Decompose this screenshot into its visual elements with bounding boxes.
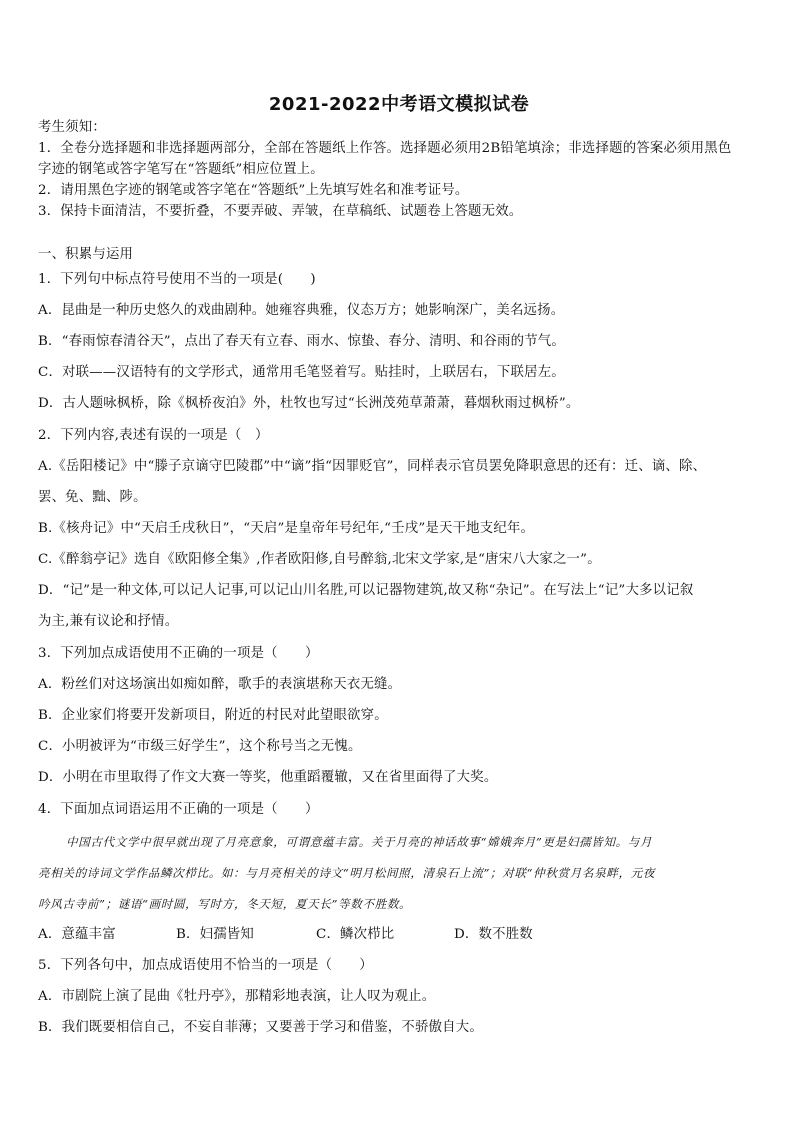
question-4-option-a: A．意蕴丰富 — [38, 927, 116, 942]
question-1-stem: 1．下列句中标点符号使用不当的一项是( ) — [38, 272, 316, 287]
question-2-option-b: B.《核舟记》中“天启壬戌秋日”，“天启”是皇帝年号纪年,“壬戌”是天干地支纪年。 — [38, 521, 535, 536]
notice-heading: 考生须知： — [38, 120, 106, 135]
question-4-stem: 4．下面加点词语运用不正确的一项是（ ） — [38, 802, 319, 817]
question-2-option-a-line1: A.《岳阳楼记》中“滕子京谪守巴陵郡”中“谪”指“因罪贬官”，同样表示官员罢免降职意思的还有：迁、谪、除、 — [38, 459, 707, 474]
notice-item-1b: 字迹的钢笔或答字笔写在“答题纸”相应位置上。 — [38, 162, 324, 177]
question-1-option-c: C．对联——汉语特有的文学形式，通常用毛笔竖着写。贴挂时，上联居右，下联居左。 — [38, 365, 565, 380]
notice-item-2: 2．请用黑色字迹的钢笔或答字笔在“答题纸”上先填写姓名和准考证号。 — [38, 183, 469, 198]
question-4-option-c: C．鳞次栉比 — [316, 927, 395, 942]
question-4-option-d: D．数不胜数 — [454, 927, 533, 942]
question-2-stem: 2．下列内容,表述有误的一项是（ ） — [38, 428, 269, 443]
question-3-option-c: C．小明被评为“市级三好学生”，这个称号当之无愧。 — [38, 739, 362, 754]
question-2-option-d-line2: 为主,兼有议论和抒情。 — [38, 614, 179, 629]
notice-item-3: 3．保持卡面清洁，不要折叠，不要弄破、弄皱，在草稿纸、试题卷上答题无效。 — [38, 204, 523, 219]
question-3-option-d: D．小明在市里取得了作文大赛一等奖，他重蹈覆辙，又在省里面得了大奖。 — [38, 770, 498, 785]
notice-item-1a: 1．全卷分选择题和非选择题两部分，全部在答题纸上作答。选择题必须用2B铅笔填涂；非选择题的答案必须用黑色 — [38, 141, 732, 156]
question-4-passage-line2: 亮相关的诗词文学作品鳞次栉比。如：与月亮相关的诗文“明月松间照，清泉石上流”；对联“仲秋赏月名泉畔，元夜 — [38, 866, 656, 880]
question-5-option-a: A．市剧院上演了昆曲《牡丹亭》，那精彩地表演，让人叹为观止。 — [38, 989, 436, 1004]
question-3-option-b: B．企业家们将要开发新项目，附近的村民对此望眼欲穿。 — [38, 708, 388, 723]
exam-title: 2021-2022中考语文模拟试卷 — [268, 94, 530, 115]
question-2-option-a-line2: 罢、免、黜、陟。 — [38, 490, 147, 505]
question-3-stem: 3．下列加点成语使用不正确的一项是（ ） — [38, 646, 319, 661]
question-4-options — [38, 926, 533, 944]
question-1-option-a: A．昆曲是一种历史悠久的戏曲剧种。她雍容典雅，仪态万方；她影响深广，美名远扬。 — [38, 303, 565, 318]
question-2-option-c: C.《醉翁亭记》选自《欧阳修全集》,作者欧阳修,自号醉翁,北宋文学家,是“唐宋八大家之一”。 — [38, 552, 601, 567]
question-5-stem: 5．下列各句中，加点成语使用不恰当的一项是（ ） — [38, 958, 373, 973]
question-4-option-b: B．妇孺皆知 — [176, 927, 254, 942]
question-5-option-b: B．我们既要相信自己，不妄自菲薄；又要善于学习和借鉴，不骄傲自大。 — [38, 1020, 483, 1035]
question-4-passage-line1: 中国古代文学中很早就出现了月亮意象，可谓意蕴丰富。关于月亮的神话故事“嫦娥奔月”更是妇孺皆知。与月 — [66, 835, 653, 849]
question-3-option-a: A．粉丝们对这场演出如痴如醉，歌手的表演堪称天衣无缝。 — [38, 677, 402, 692]
section-heading: 一、积累与运用 — [38, 247, 134, 262]
question-2-option-d-line1: D．“记”是一种文体,可以记人记事,可以记山川名胜,可以记器物建筑,故又称“杂记”。在写法上“记”大多以记叙 — [38, 583, 694, 598]
question-1-option-b: B．“春雨惊春清谷天”，点出了春天有立春、雨水、惊蛰、春分、清明、和谷雨的节气。 — [38, 334, 565, 349]
question-1-option-d: D．古人题咏枫桥，除《枫桥夜泊》外，杜牧也写过“长洲茂苑草萧萧，暮烟秋雨过枫桥”。 — [38, 396, 580, 411]
question-4-passage-line3: 吟风古寺前”；谜语“画时圆，写时方，冬天短，夏天长”等数不胜数。 — [38, 897, 412, 911]
